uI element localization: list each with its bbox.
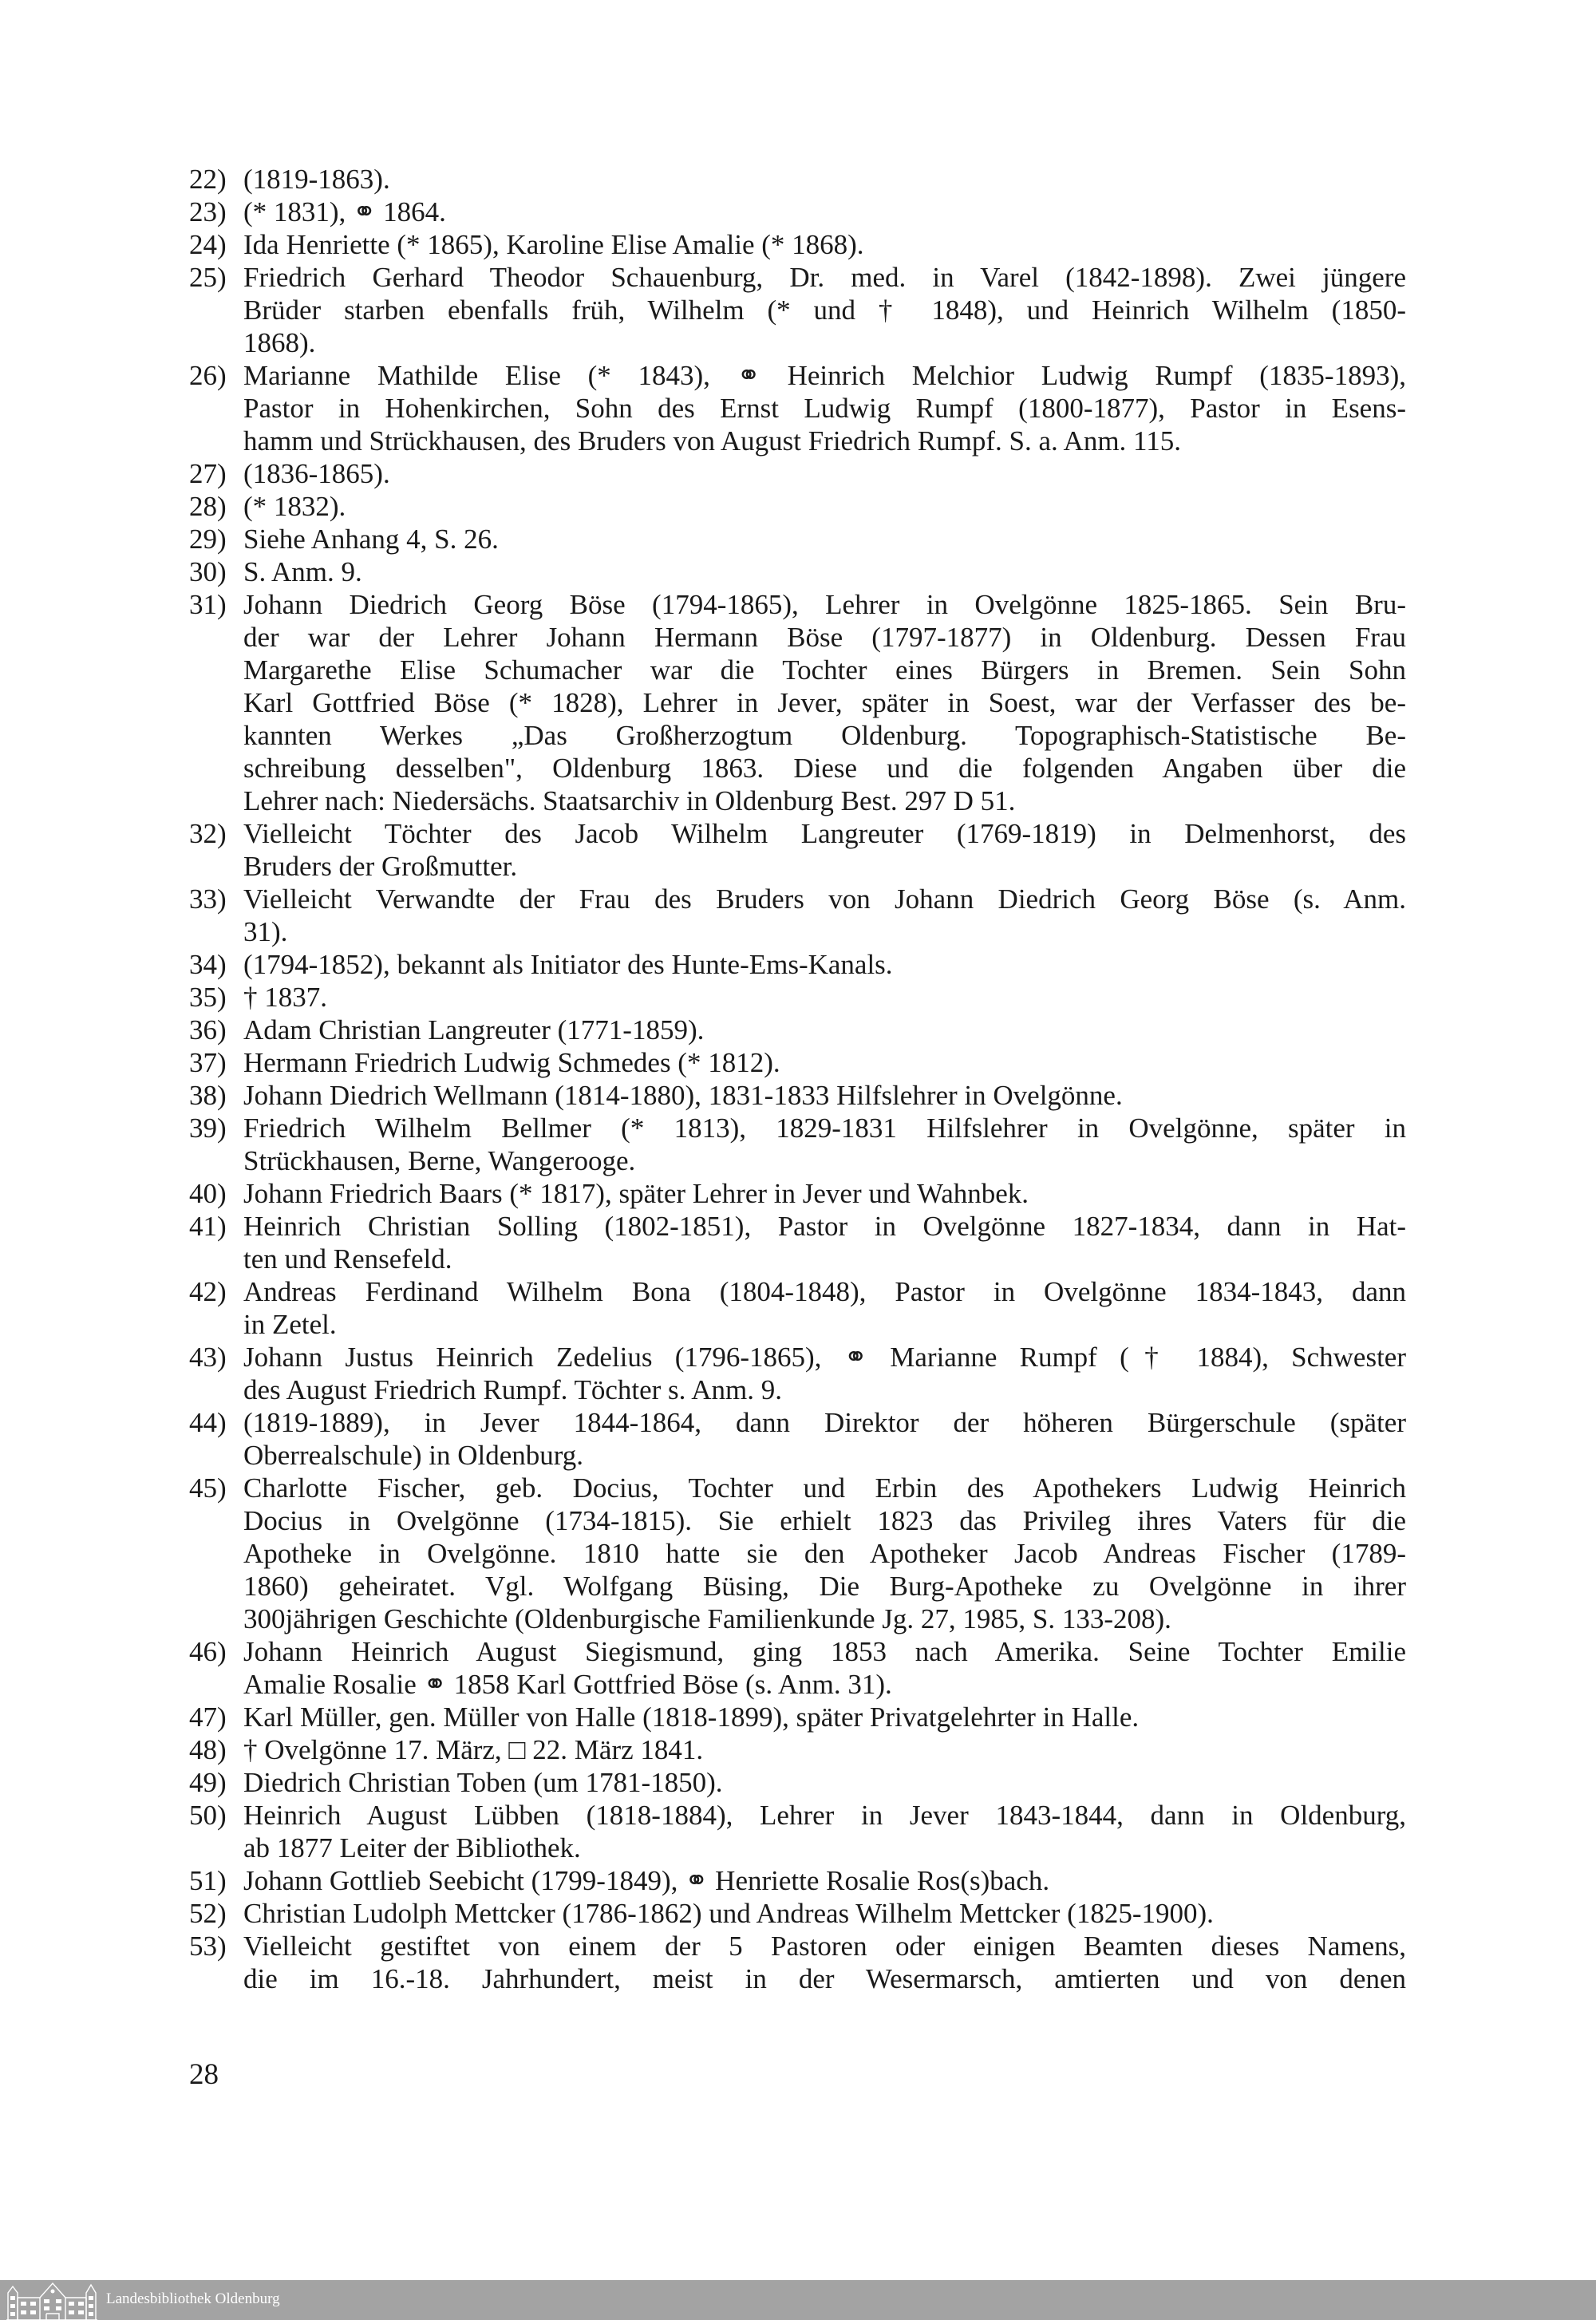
footnote-item [189, 196, 1406, 228]
footnote-number: 23) [189, 196, 227, 227]
footnote-number: 40) [189, 1178, 227, 1209]
footnote-number: 43) [189, 1342, 227, 1373]
footnote-text-line: kannten Werkes „Das Großherzogtum Oldenburg. Topographisch-Statistische Be- [243, 720, 1406, 751]
footnote-text-line: Hermann Friedrich Ludwig Schmedes (* 1812). [243, 1047, 780, 1078]
footnote-number: 37) [189, 1047, 227, 1078]
footnote-text-line: Vielleicht Verwandte der Frau des Bruders von Johann Diedrich Georg Böse (s. Anm. [243, 883, 1406, 915]
footnote-text-line: 1860) geheiratet. Vgl. Wolfgang Büsing, Die Burg-Apotheke zu Ovelgönne in ihrer [243, 1571, 1406, 1602]
footnote-number: 48) [189, 1734, 227, 1765]
footnote-item [189, 1079, 1406, 1112]
footnote-text-line: Diedrich Christian Toben (um 1781-1850). [243, 1767, 723, 1798]
footnote-number: 41) [189, 1211, 227, 1242]
footnote-text-line: Bruders der Großmutter. [243, 851, 518, 882]
footnote-text-line: Siehe Anhang 4, S. 26. [243, 524, 499, 555]
footnote-number: 25) [189, 262, 227, 293]
footnote-text-line: Johann Heinrich August Siegismund, ging 1853 nach Amerika. Seine Tochter Emilie [243, 1636, 1406, 1667]
footnote-number: 39) [189, 1113, 227, 1144]
footnote-text-line: S. Anm. 9. [243, 556, 362, 587]
footnote-text-line: der war der Lehrer Johann Hermann Böse (1797-1877) in Oldenburg. Dessen Frau [243, 622, 1406, 653]
footnote-item [189, 1112, 1406, 1177]
footnote-item [189, 1897, 1406, 1930]
footnote-item [189, 1799, 1406, 1864]
footnote-item [189, 1406, 1406, 1472]
footnote-number: 52) [189, 1898, 227, 1929]
footnote-item [189, 1275, 1406, 1341]
footnote-item [189, 523, 1406, 555]
footnote-text-line: Vielleicht gestiftet von einem der 5 Pastoren oder einigen Beamten dieses Namens, [243, 1931, 1406, 1962]
footnote-text-line: 1868). [243, 327, 316, 358]
footnote-text-line: Johann Friedrich Baars (* 1817), später Lehrer in Jever und Wahnbek. [243, 1178, 1029, 1209]
library-name: Landesbibliothek Oldenburg [106, 2290, 280, 2307]
footnote-text-line: Amalie Rosalie ⚭ 1858 Karl Gottfried Böse (s. Anm. 31). [243, 1669, 892, 1700]
footnote-item [189, 1635, 1406, 1701]
footnote-text-line: (1819-1863). [243, 164, 390, 195]
footnote-item [189, 981, 1406, 1014]
footnote-text-line: Oberrealschule) in Oldenburg. [243, 1440, 584, 1471]
footnote-text-line: 300jährigen Geschichte (Oldenburgische Familienkunde Jg. 27, 1985, S. 133-208). [243, 1603, 1171, 1634]
footnote-item [189, 1210, 1406, 1275]
footnote-text-line: Heinrich Christian Solling (1802-1851), Pastor in Ovelgönne 1827-1834, dann in Hat- [243, 1211, 1406, 1242]
footnote-text-line: hamm und Strückhausen, des Bruders von August Friedrich Rumpf. S. a. Anm. 115. [243, 425, 1181, 456]
footnote-number: 53) [189, 1931, 227, 1962]
footnote-item [189, 1930, 1406, 1995]
footnote-text-line: Lehrer nach: Niedersächs. Staatsarchiv in Oldenburg Best. 297 D 51. [243, 785, 1016, 816]
footnote-text-line: Marianne Mathilde Elise (* 1843), ⚭ Heinrich Melchior Ludwig Rumpf (1835-1893), [243, 360, 1406, 391]
footnote-number: 22) [189, 164, 227, 195]
footnote-number: 38) [189, 1080, 227, 1111]
footnote-text-line: Heinrich August Lübben (1818-1884), Lehrer in Jever 1843-1844, dann in Oldenburg, [243, 1800, 1406, 1831]
library-building-logo-icon [5, 2282, 99, 2320]
footnote-text-line: Johann Diedrich Wellmann (1814-1880), 1831-1833 Hilfslehrer in Ovelgönne. [243, 1080, 1123, 1111]
footnote-item [189, 1733, 1406, 1766]
footnote-number: 46) [189, 1636, 227, 1667]
footnote-text-line: Margarethe Elise Schumacher war die Tochter eines Bürgers in Bremen. Sein Sohn [243, 654, 1406, 686]
footnote-item [189, 883, 1406, 948]
footnote-number: 36) [189, 1014, 227, 1045]
footnote-text-line: ten und Rensefeld. [243, 1243, 452, 1275]
footnote-text-line: Ida Henriette (* 1865), Karoline Elise Amalie (* 1868). [243, 229, 864, 260]
footnote-number: 47) [189, 1701, 227, 1733]
footnote-item [189, 588, 1406, 817]
footnote-item [189, 555, 1406, 588]
footnote-item [189, 359, 1406, 457]
footnote-text-line: Brüder starben ebenfalls früh, Wilhelm (* und † 1848), und Heinrich Wilhelm (1850- [243, 294, 1406, 326]
footnote-text-line: Strückhausen, Berne, Wangerooge. [243, 1145, 636, 1176]
footnote-text-line: die im 16.-18. Jahrhundert, meist in der Wesermarsch, amtierten und von denen [243, 1963, 1406, 1994]
footnote-text-line: Johann Justus Heinrich Zedelius (1796-1865), ⚭ Marianne Rumpf († 1884), Schwester [243, 1342, 1406, 1373]
footnote-item [189, 1014, 1406, 1046]
footnote-text-line: Christian Ludolph Mettcker (1786-1862) und Andreas Wilhelm Mettcker (1825-1900). [243, 1898, 1214, 1929]
footnote-text-line: Adam Christian Langreuter (1771-1859). [243, 1014, 705, 1045]
footnote-text-line: Vielleicht Töchter des Jacob Wilhelm Langreuter (1769-1819) in Delmenhorst, des [243, 818, 1406, 849]
footnote-text-line: † Ovelgönne 17. März, □ 22. März 1841. [243, 1734, 704, 1765]
footnote-text-line: 31). [243, 916, 288, 947]
footnote-number: 49) [189, 1767, 227, 1798]
footnote-text-line: (1794-1852), bekannt als Initiator des Hunte-Ems-Kanals. [243, 949, 893, 980]
footnote-number: 26) [189, 360, 227, 391]
footnote-item [189, 457, 1406, 490]
footnote-item [189, 1701, 1406, 1733]
footnote-item [189, 228, 1406, 261]
footnote-number: 42) [189, 1276, 227, 1307]
footnote-number: 27) [189, 458, 227, 489]
footnote-number: 24) [189, 229, 227, 260]
footnote-text-line: (1819-1889), in Jever 1844-1864, dann Direktor der höheren Bürgerschule (später [243, 1407, 1406, 1438]
footnote-text-line: schreibung desselben", Oldenburg 1863. Diese und die folgenden Angaben über die [243, 753, 1406, 784]
footnote-number: 44) [189, 1407, 227, 1438]
footnote-item [189, 948, 1406, 981]
footnote-text-line: Karl Gottfried Böse (* 1828), Lehrer in Jever, später in Soest, war der Verfasser des be- [243, 687, 1406, 718]
footnote-item [189, 1046, 1406, 1079]
footnote-text-line: Andreas Ferdinand Wilhelm Bona (1804-1848), Pastor in Ovelgönne 1834-1843, dann [243, 1276, 1406, 1307]
footnote-text-line: Friedrich Wilhelm Bellmer (* 1813), 1829-1831 Hilfslehrer in Ovelgönne, später in [243, 1113, 1406, 1144]
footnote-text-line: † 1837. [243, 982, 327, 1013]
footnote-item [189, 1766, 1406, 1799]
footnote-number: 30) [189, 556, 227, 587]
footnote-text-line: Johann Gottlieb Seebicht (1799-1849), ⚭ Henriette Rosalie Ros(s)bach. [243, 1865, 1050, 1896]
footnotes-list [189, 163, 1406, 1995]
footnote-number: 31) [189, 589, 227, 620]
footnote-text-line: Apotheke in Ovelgönne. 1810 hatte sie den Apotheker Jacob Andreas Fischer (1789- [243, 1538, 1406, 1569]
footnote-item [189, 1177, 1406, 1210]
footnote-item [189, 1472, 1406, 1635]
footnote-item [189, 490, 1406, 523]
footnote-text-line: Docius in Ovelgönne (1734-1815). Sie erhielt 1823 das Privileg ihres Vaters für die [243, 1505, 1406, 1536]
footnote-item [189, 1864, 1406, 1897]
library-footer-bar [0, 2280, 1596, 2320]
footnote-text-line: Friedrich Gerhard Theodor Schauenburg, Dr. med. in Varel (1842-1898). Zwei jüngere [243, 262, 1406, 293]
footnote-text-line: ab 1877 Leiter der Bibliothek. [243, 1832, 581, 1864]
footnote-text-line: in Zetel. [243, 1309, 337, 1340]
footnote-text-line: Johann Diedrich Georg Böse (1794-1865), Lehrer in Ovelgönne 1825-1865. Sein Bru- [243, 589, 1406, 620]
footnote-text-line: des August Friedrich Rumpf. Töchter s. Anm. 9. [243, 1374, 782, 1405]
footnote-number: 50) [189, 1800, 227, 1831]
page-number: 28 [189, 2058, 219, 2091]
footnote-number: 34) [189, 949, 227, 980]
footnote-number: 51) [189, 1865, 227, 1896]
footnote-number: 33) [189, 883, 227, 915]
footnote-text-line: Karl Müller, gen. Müller von Halle (1818-1899), später Privatgelehrter in Halle. [243, 1701, 1140, 1733]
footnote-text-line: Pastor in Hohenkirchen, Sohn des Ernst Ludwig Rumpf (1800-1877), Pastor in Esens- [243, 393, 1406, 424]
footnote-text-line: Charlotte Fischer, geb. Docius, Tochter und Erbin des Apothekers Ludwig Heinrich [243, 1472, 1406, 1504]
footnote-number: 35) [189, 982, 227, 1013]
footnote-text-line: (1836-1865). [243, 458, 390, 489]
footnote-text-line: (* 1831), ⚭ 1864. [243, 196, 446, 227]
footnote-item [189, 1341, 1406, 1406]
footnote-item [189, 817, 1406, 883]
footnote-item [189, 261, 1406, 359]
footnote-item [189, 163, 1406, 196]
footnote-number: 28) [189, 491, 227, 522]
footnote-number: 32) [189, 818, 227, 849]
footnote-number: 45) [189, 1472, 227, 1504]
footnote-text-line: (* 1832). [243, 491, 346, 522]
footnote-number: 29) [189, 524, 227, 555]
